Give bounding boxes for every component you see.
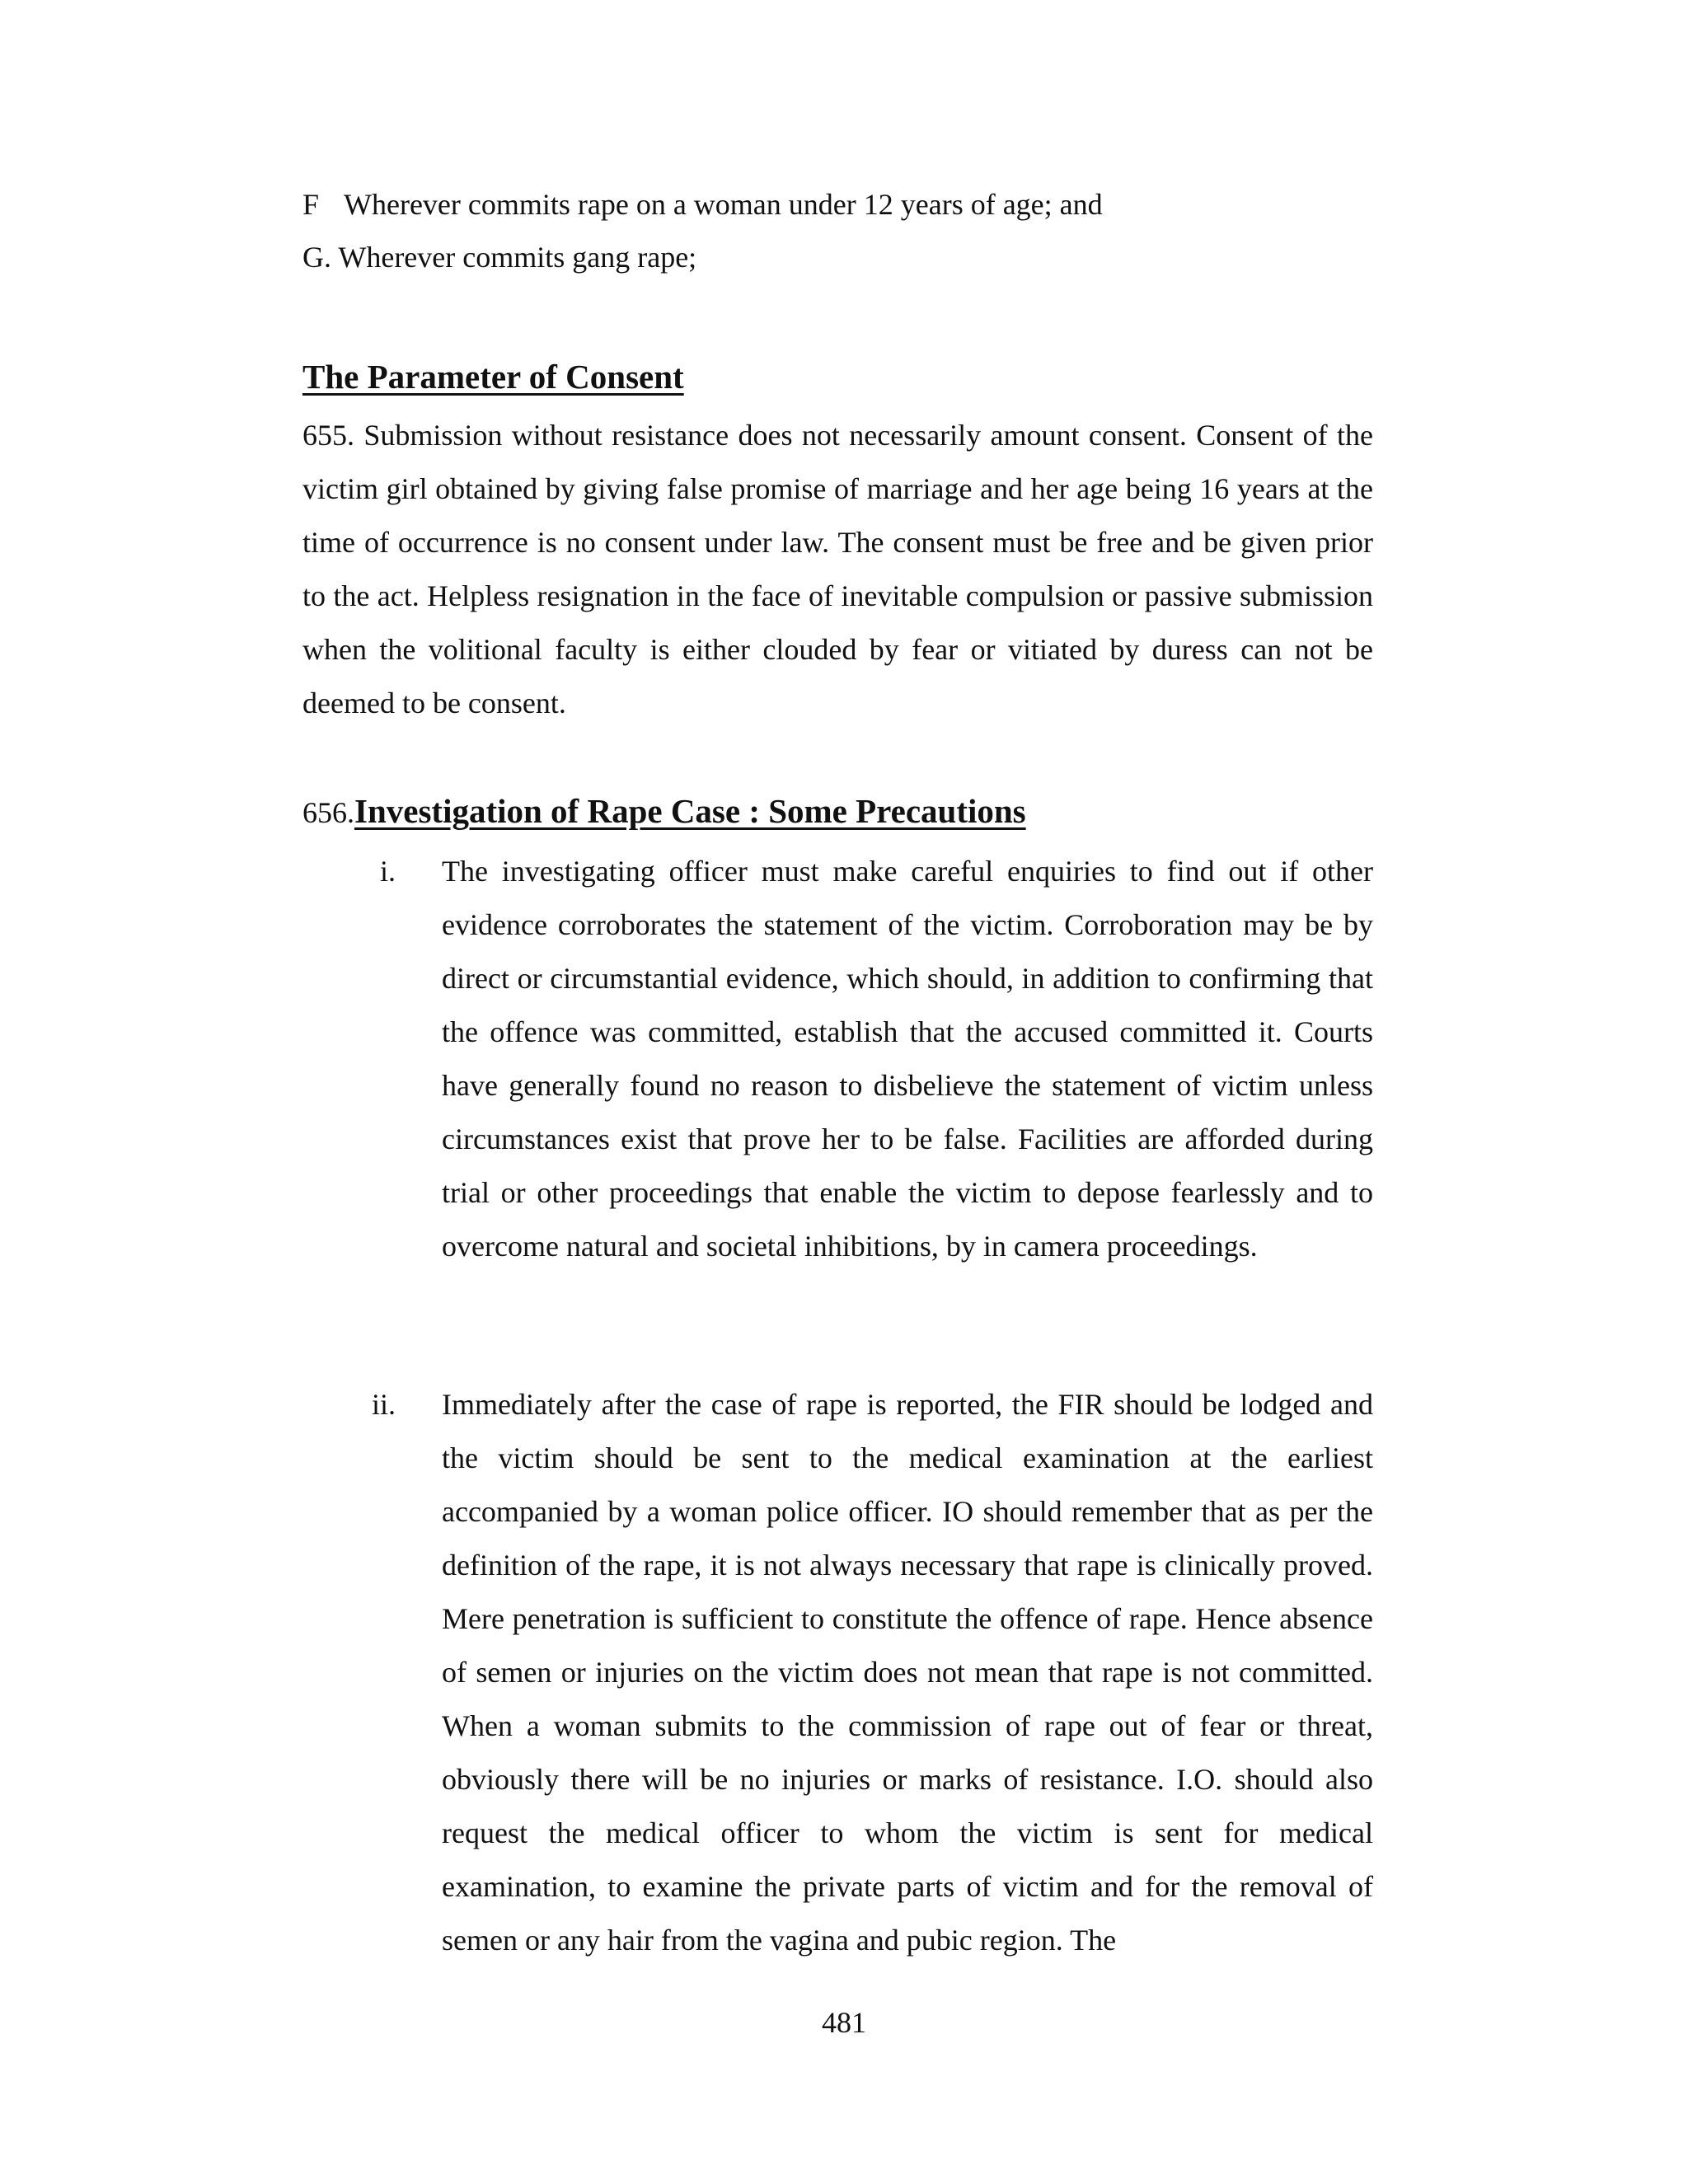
list-item-label: F bbox=[302, 188, 320, 221]
paragraph-655: 655. Submission without resistance does not necessarily amount consent. Consent of the victim girl obtained by giving false promise of marriage and her age being 16 years at the time of occurrence is no consent under law. The consent must be free and be given prior to the act. Helpless resignation in the face of inevitable compulsion or passive submission when the volitional faculty is either clouded by fear or vitiated by duress can not be deemed to be consent. bbox=[302, 419, 1373, 719]
item-text: Immediately after the case of rape is reported, the FIR should be lodged and the victim should be sent to the medical examination at the earliest accompanied by a woman police officer. IO should remember that as per the definition of the rape, it is not always necessary that rape is clinically proved. Mere penetration is sufficient to constitute the offence of rape. Hence absence of semen or injuries on the victim does not mean that rape is not committed. When a woman submits to the commission of rape out of fear or threat, obviously there will be no injuries or marks of resistance. I.O. should also request the medical officer to whom the victim is sent for medical examination, to examine the private parts of victim and for the removal of semen or any hair from the vagina and pubic region. The bbox=[442, 1388, 1373, 1957]
list-item-text: Wherever commits rape on a woman under 12 years of age; and bbox=[344, 188, 1103, 221]
list-item-text: Wherever commits gang rape; bbox=[338, 241, 697, 274]
item-marker: i. bbox=[379, 855, 396, 888]
section-heading-investigation bbox=[302, 786, 1026, 844]
section-number: 656. bbox=[302, 796, 354, 829]
item-marker: ii. bbox=[371, 1388, 396, 1421]
list-item-g bbox=[302, 231, 696, 284]
section-heading-consent: The Parameter of Consent bbox=[302, 358, 684, 396]
page-number: 481 bbox=[822, 2006, 866, 2039]
list-item-label: G. bbox=[302, 241, 331, 274]
item-text: The investigating officer must make careful enquiries to find out if other evidence corroborates the statement of the victim. Corroboration may be by direct or circumstantial evidence, which should, in addition to confirming that the offence was committed, establish that the accused committed it. Courts have generally found no reason to disbelieve the statement of victim unless circumstances exist that prove her to be false. Facilities are afforded during trial or other proceedings that enable the victim to depose fearlessly and to overcome natural and societal inhibitions, by in camera proceedings. bbox=[442, 855, 1373, 1263]
list-item-f bbox=[302, 178, 1103, 231]
section-title: Investigation of Rape Case : Some Precautions bbox=[354, 792, 1026, 830]
